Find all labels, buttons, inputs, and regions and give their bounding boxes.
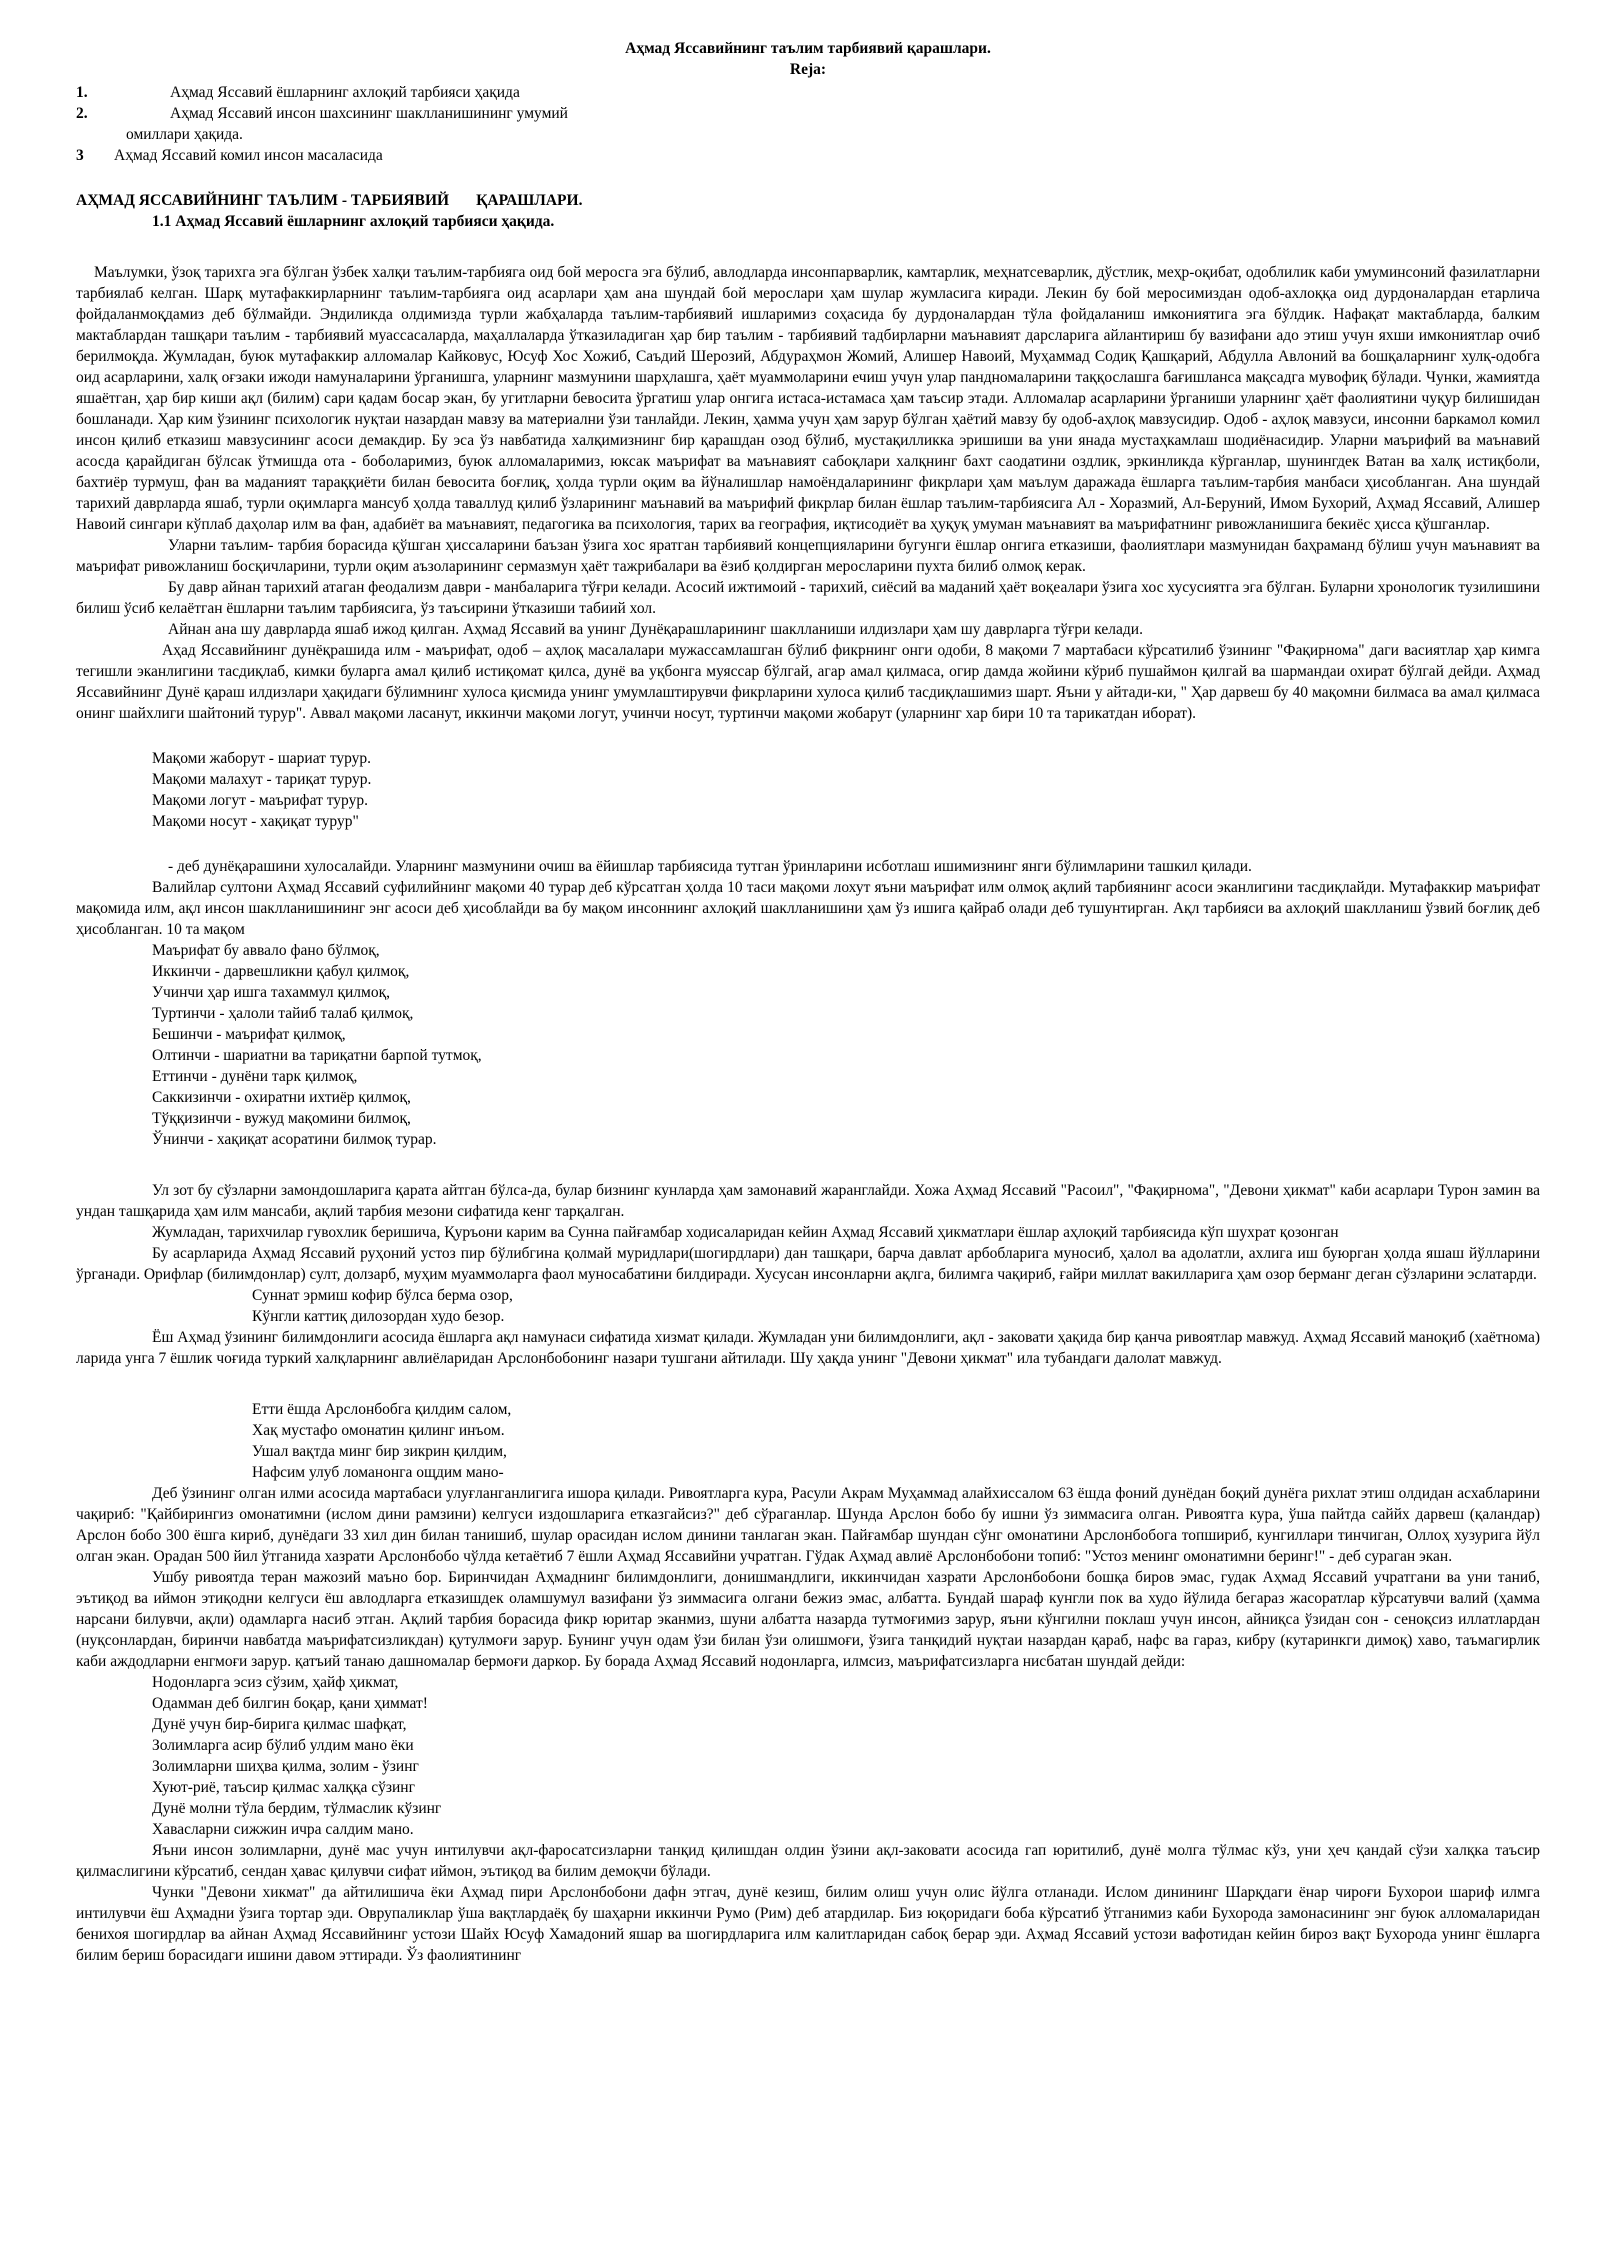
verse-line: Етти ёшда Арслонбобга қилдим салом,	[252, 1401, 512, 1418]
paragraph: Чунки "Девони хикмат" да айтилишича ёки Аҳмад пири Арслонбобони дафн этгач, дунё кезиш, билим олиш учун олис йўлга отланади. Ислом динининг Шарқдаги ёнар чироғи Бухорои шариф илмга интилувчи ёш Аҳмадни ўзига тортар эди. Оврупаликлар ўша вақтлардаёқ бу шаҳарни иккинчи Румо (Рим) деб атардилар. Биз юқоридаги боба кўрсатиб ўтганимиз каби Бухорода замонасининг энг буюк алломаларидан бенихоя шогирдлар ва айнан Аҳмад Яссавийнинг устози Шайх Юсуф Хамадоний яшар ва шогирдларига илм калитларидан сабоқ берар эди. Аҳмад Яссавий устози вафотидан кейин бироз вақт Бухорода унинг ёшларга билим бериш борасидаги ишини давом эттиради. Ўз фаолиятининг	[76, 1884, 1540, 1964]
subsection-heading: 1.1 Аҳмад Яссавий ёшларнинг ахлоқий тарбияси ҳақида.	[152, 213, 555, 230]
verse-line: Золимларни шиҳва қилма, золим - ўзинг	[152, 1758, 419, 1775]
paragraph: Бу давр айнан тарихий атаган феодализм даври - манбаларига тўғри келади. Асосий ижтимоий - тарихий, сиёсий ва маданий ҳаёт воқеалари ўзига хос хусусиятга эга бўлган. Буларни хронологик тузилишини билиш ўсиб келаётган ёшларни таълим тарбиясига, ўз таъсирини ўтказиши табиий хол.	[76, 579, 1540, 617]
plan-item	[76, 145, 1540, 166]
paragraph-group-b	[76, 856, 1540, 940]
verse-line: Тўққизинчи - вужуд мақомини билмоқ,	[152, 1110, 411, 1127]
plan-item	[76, 82, 1540, 103]
verse-line: Иккинчи - дарвешликни қабул қилмоқ,	[152, 963, 410, 980]
paragraph: Ул зот бу сўзларни замондошларига қарата айтган бўлса-да, булар бизнинг кунларда ҳам замонавий жаранглайди. Хожа Аҳмад Яссавий "Расоил", "Фақирнома", "Девони ҳикмат" каби асарлари Турон замин ва ундан ташқарида ҳам илм мансаби, ақлий тарбия мезони сифатида кенг тарқалган.	[76, 1182, 1540, 1220]
verse-line: Ўнинчи - хақиқат асоратини билмоқ турар.	[152, 1131, 437, 1148]
verse-line: Мақоми носут - хақиқат турур"	[152, 813, 359, 830]
section-heading: АҲМАД ЯССАВИЙНИНГ ТАЪЛИМ - ТАРБИЯВИЙ ҚАРАШЛАРИ.	[76, 192, 583, 209]
verse-line: Учинчи ҳар ишга тахаммул қилмоқ,	[152, 984, 391, 1001]
plan-item-text: Аҳмад Яссавий ёшларнинг ахлоқий тарбияси ҳақида	[170, 84, 520, 101]
verse-line: Хавасларни сижжин ичра салдим мано.	[152, 1821, 414, 1838]
paragraph-group-f	[76, 1840, 1540, 1966]
paragraph: Ушбу ривоятда теран мажозий маъно бор. Биринчидан Аҳмаднинг билимдонлиги, донишмандлиги, иккинчидан хазрати Арслонбобони бошқа биров эмас, гудак Аҳмад Яссавий учратгани ва уни таниб, эътиқод ва иймон этиқодни келгуси ёш авлодларга етказишдек оламшумул вазифани ўз зиммасига олгани бежиз эмас, албатта. Бундай шараф кунгли пок ва худо йўлида бегараз жасоратлар кўрсатувчи валий (ҳамма нарсани билувчи, ақли) одамларга насиб этган. Ақлий тарбия борасида фикр юритар эканмиз, шуни албатта назарда тутмоғимиз зарур, яъни кўнгилни поклаш учун инсон, айниқса ўзидан сон - сеноқсиз иллатлардан (нуқсонлардан, биринчи навбатда маърифатсизликдан) қутулмоғи зарур. Бунинг учун одам ўзи билан ўзи олишмоғи, ўзига танқидий нуқтаи назардан қараб, нафс ва гараз, кибру (кутаринкги димоқ) хаво, таъмагирлик каби аждодларни енгмоғи зарур. қатъий танаю дашномалар бермоғи даркор. Бу борада Аҳмад Яссавий нодонларга, илмсиз, маърифатсизларга нисбатан шундай дейди:	[76, 1569, 1540, 1670]
verse-block	[152, 748, 1540, 832]
plan-item-number: 3	[76, 147, 84, 164]
paragraph: Маълумки, ўзоқ тарихга эга бўлган ўзбек халқи таълим-тарбияга оид бой меросга эга бўлиб, авлодларда инсонпарварлик, камтарлик, меҳнатсеварлик, дўстлик, меҳр-оқибат, одоблилик каби умуминсоний фазилатларни тарбиялаб келган. Шарқ мутафаккирларнинг таълим-тарбияга оид асарлари ҳам ана шундай бой мерослари ҳам шулар жумласига киради. Лекин бу бой меросимиздан одоб-ахлоққа оид дурдоналардан етарлича фойдаланмоқдамиз деб бўлмайди. Эндиликда олдимизда турли жабҳаларда таълим-тарбиявий ишларимиз соҳасида бу дурдоналардан тўла фойдаланиш имкониятига эга бўлдик. Нафақат мактабларда, балким мактаблардан ташқари таълим - тарбиявий муассасаларда, маҳаллаларда ўтказиладиган ҳар бир таълим - тарбиявий тадбирларни маънавият дарсларига айлантириш бу вазифани адо этиш учун яхши имкониятлар очиб берилмоқда. Жумладан, буюк мутафаккир алломалар Кайковус, Юсуф Хос Хожиб, Саъдий Шерозий, Абдураҳмон Жомий, Алишер Навоий, Муҳаммад Содиқ Қашқарий, Абдулла Авлоний ва бошқаларнинг хулқ-одобга оид асарларини, халқ оғзаки ижоди намуналарини ўрганишга, уларнинг мазмунини шарҳлашга, ҳаёт муаммоларини ечиш учун улар пандномаларини таққослашга бағишланса мақсадга мувофиқ бўлади. Чунки, жамиятда яшаётган, ҳар бир киши ақл (билим) сари қадам босар экан, бу угитларни бевосита ўргатиш улар онгига истаса-истамаса ҳам таъсир этади. Алломалар асарларини ўрганиши уларнинг ҳаёт фаолиятини чуқур билишидан бошланади. Ҳар ким ўзининг психологик нуқтаи назардан мавзу ва материални ўзи танлайди. Лекин, ҳамма учун ҳам зарур бўлган ҳаётий мавзу бу одоб-аҳлоқ мавзусидир. Одоб - аҳлоқ мавзуси, инсонни баркамол комил инсон қилиб етказиш мавзусининг асоси демакдир. Бу эса ўз навбатида халқимизнинг бир қарашдан озод бўлиб, мустақилликка эришиши ва уни янада мустаҳкамлаш шодиёнасидир. Уларни маърифий ва маънавий асосда қарайдиган бўлсак ўтмишда ота - боболаримиз, буюк алломаларимиз, юксак маърифат ва маънавият сабоқлари халқнинг бахт саодатини оздлик, эркинликда кўрганлар, шунингдек Ватан ва халқ истиқболи, бахтиёр турмуш, фан ва маданият тараққиёти билан бевосита боғлиқ, ҳолда турли оқим ва йўналишлар намоёндаларининг фикрлари ҳам маълум даражада ёшларга таълим-тарбия манбаси ҳисобланган. Ана шундай тарихий даврларда яшаб, турли оқимларга мансуб ҳолда таваллуд қилиб ўзларининг маънавий ва маърифий фикрлар билан ёшлар таълим-тарбиясига Ал - Хоразмий, Ал-Беруний, Имом Бухорий, Аҳмад Яссавий, Алишер Навоий сингари кўплаб даҳолар илм ва фан, адабиёт ва маънавият, педагогика ва психология, тарих ва география, иқтисодиёт ва ҳуқуқ умуман маънавият ва маърифатнинг ривожланишига бекиёс ҳисса қўшганлар.	[76, 264, 1540, 533]
plan-label: Reja:	[789, 61, 827, 78]
verse-line: Хуют-риё, таъсир қилмас халққа сўзинг	[152, 1779, 415, 1796]
verse-line: Суннат эрмиш кофир бўлса берма озор,	[252, 1287, 513, 1304]
verse-line: Еттинчи - дунёни тарк қилмоқ,	[152, 1068, 358, 1085]
paragraph-group-d	[76, 1327, 1540, 1369]
verse-line: Нафсим улуб ломанонга ощдим мано-	[252, 1464, 504, 1481]
verse-line: Дунё учун бир-бирига қилмас шафқат,	[152, 1716, 407, 1733]
plan-item-number: 1.	[76, 84, 88, 101]
paragraph: Уларни таълим- тарбия борасида қўшган ҳиссаларини баъзан ўзига хос яратган тарбиявий концепцияларини бугунги ёшлар онгига етказиши, фаолиятлари мазмунидан баҳраманд бўлиш учун маънавият ва маърифат ривожланиш босқичларини, турли оқим аъзоларининг сермазмун ҳаёт тажрибалари ва ёзиб қолдирган меросларини пухта билиб олмоқ керак.	[76, 537, 1540, 575]
plan-item-text: Аҳмад Яссавий инсон шахсининг шаклланишининг умумий	[170, 105, 568, 122]
verse-line: Мақоми логут - маърифат турур.	[152, 792, 368, 809]
plan-item	[76, 103, 1540, 124]
verse-line: Мақоми жаборут - шариат турур.	[152, 750, 372, 767]
verse-line: Олтинчи - шариатни ва тариқатни барпой тутмоқ,	[152, 1047, 482, 1064]
paragraph-group-e	[76, 1483, 1540, 1672]
paragraph: Ёш Аҳмад ўзининг билимдонлиги асосида ёшларга ақл намунаси сифатида хизмат қилади. Жумладан уни билимдонлиги, ақл - заковати ҳақида бир қанча ривоятлар мавжуд. Аҳмад Яссавий маноқиб (хаётнома) ларида унга 7 ёшлик чоғида туркий халқларнинг авлиёларидан Арслонбобонинг назари тушгани айтилади. Шу ҳақда унинг "Девони ҳикмат" ила тубандаги далолат мавжуд.	[76, 1329, 1540, 1367]
verse-line: Маърифат бу аввало фано бўлмоқ,	[152, 942, 380, 959]
verse-line: Золимларга асир бўлиб улдим мано ёки	[152, 1737, 414, 1754]
paragraph: Деб ўзининг олган илми асосида мартабаси улуғланганлигига ишора қилади. Ривоятларга кура, Расули Акрам Муҳаммад алайхиссалом 63 ёшда фоний дунёдан боқий дунёга рихлат этиш олдидан асхабларини чақириб: "Қайбирингиз омонатимни (ислом дини рамзини) келгуси издошларига етказгайсиз?" деб сўраганлар. Шунда Арслон бобо бу ишни ўз зиммасига олган. Ривоятга кура, ўша пайтда саййх дарвеш (қаландар) Арслон бобо 300 ёшга кириб, дунёдаги 33 хил дин билан танишиб, шулар орасидан ислом динини танлаган экан. Пайғамбар шундан сўнг омонатини Арслонбобога топшириб, кунгиллари тинчиган, Оллоҳ хузурига йўл олган экан. Орадан 500 йил ўтганида хазрати Арслонбобо чўлда кетаётиб 7 ёшли Аҳмад Яссавийни учратган. Гўдак Аҳмад авлиё Арслонбобони топиб: "Устоз менинг омонатимни беринг!" - деб сураган экан.	[76, 1485, 1540, 1565]
verse-block	[252, 1399, 1540, 1483]
verse-block	[152, 1672, 1540, 1840]
verse-block	[252, 1285, 1540, 1327]
paragraph-group-c	[76, 1180, 1540, 1285]
verse-line: Кўнгли каттиқ дилозордан худо безор.	[252, 1308, 505, 1325]
paragraph: Бу асарларида Аҳмад Яссавий руҳоний устоз пир бўлибгина қолмай муридлари(шогирдлари) дан ташқари, барча давлат арбобларига муносиб, ҳалол ва адолатли, ахлига иш буюрган ҳолда яшаш йўлларини ўрганади. Орифлар (билимдонлар) султ, долзарб, муҳим муаммоларга фаол муносабатини билдиради. Хусусан инсонларни ақлга, билимга чақириб, ғайри миллат вакилларига ҳам озор берманг деган сўзларини эслатарди.	[76, 1245, 1540, 1283]
paragraph-group-a	[76, 262, 1540, 724]
paragraph: - деб дунёқарашини хулосалайди. Уларнинг мазмунини очиш ва ёйишлар тарбиясида тутган ўринларини исботлаш ишимизнинг янги бўлимларини ташкил қилади.	[168, 858, 1252, 875]
verse-line: Ушал вақтда минг бир зикрин қилдим,	[252, 1443, 507, 1460]
verse-line: Одамман деб билгин боқар, қани ҳиммат!	[152, 1695, 428, 1712]
verse-line: Туртинчи - ҳалоли тайиб талаб қилмоқ,	[152, 1005, 414, 1022]
paragraph: Валийлар султони Аҳмад Яссавий суфилийнинг мақоми 40 турар деб кўрсатган ҳолда 10 таси мақоми лохут яъни маърифат илм олмоқ ақлий тарбиянинг асоси эканлигини тасдиқлайди. Мутафаккир маърифат мақомида илм, ақл инсон шаклланишининг энг асоси деб ҳисоблайди ва бу мақом инсоннинг ахлоқий шаклланишини ҳам ўз ишига қайраб олади деб тушунтирган. Ақл тарбияси ва ахлоқий шаклланиш ўзвий боғлиқ деб ҳисобланган. 10 та мақом	[76, 879, 1540, 938]
plan-list	[76, 82, 1540, 166]
verse-line: Хақ мустафо омонатин қилинг инъом.	[252, 1422, 505, 1439]
verse-line: Дунё молни тўла бердим, тўлмаслик кўзинг	[152, 1800, 442, 1817]
plan-item-number: 2.	[76, 105, 88, 122]
paragraph: Айнан ана шу даврларда яшаб ижод қилган. Аҳмад Яссавий ва унинг Дунёқарашларининг шаклланиши илдизлари ҳам шу даврларга тўғри келади.	[168, 621, 1143, 638]
verse-block	[152, 940, 1540, 1150]
verse-line: Бешинчи - маърифат қилмоқ,	[152, 1026, 346, 1043]
paragraph: Аҳад Яссавийнинг дунёқрашида илм - маърифат, одоб – аҳлоқ масалалари мужассамлашган бўлиб фикрнинг онги одоби, 8 мақоми 7 мартабаси кўрсатилиб ўзининг "Фақирнома" даги васиятлар ҳар кимга тегишли эканлигини тасдиқлаб, кимки буларга амал қилиб истиқомат қилса, дунё ва уқбонга муяссар бўлгай, агар амал қилмаса, огир дамда жойини кўриб пушаймон қилгай ва шармандаи охират бўлгай дейди. Аҳмад Яссавийнинг Дунё қараш илдизлари ҳақидаги бўлимнинг хулоса қисмида унинг умумлаштирувчи фикрларини хулоса қилиб тасдиқлашимиз шарт. Яъни у айтади-ки, " Ҳар дарвеш бу 40 мақомни билмаса ва амал қилмаса онинг шайхлиги шайтоний турур". Аввал мақоми ласанут, иккинчи мақоми логут, учинчи носут, туртинчи мақоми жобарут (уларнинг хар бири 10 та тарикатдан иборат).	[76, 642, 1540, 722]
paragraph: Яъни инсон золимларни, дунё мас учун интилувчи ақл-фаросатсизларни танқид қилишдан олдин ўзини ақл-заковати асосида гап юритилиб, дунё молга тўлмас кўз, уни ҳеч қандай сўзи халқка таъсир қилмаслигини кўрсатиб, сендан ҳавас қилувчи сифат иймон, эътиқод ва билим демоқчи бўлади.	[76, 1842, 1540, 1880]
plan-item-text: Аҳмад Яссавий комил инсон масаласида	[114, 147, 383, 164]
verse-line: Нодонларга эсиз сўзим, ҳайф ҳикмат,	[152, 1674, 399, 1691]
paragraph: Жумладан, тарихчилар гувохлик беришича, Қуръони карим ва Сунна пайғамбар ходисаларидан кейин Аҳмад Яссавий ҳикматлари ёшлар аҳлоқий тарбиясида кўп шухрат қозонган	[152, 1224, 1339, 1241]
verse-line: Саккизинчи - охиратни ихтиёр қилмоқ,	[152, 1089, 411, 1106]
plan-item-continuation: омиллари ҳақида.	[126, 126, 243, 143]
document-title: Аҳмад Яссавийнинг таълим тарбиявий қарашлари.	[625, 40, 991, 57]
verse-line: Мақоми малахут - тариқат турур.	[152, 771, 372, 788]
